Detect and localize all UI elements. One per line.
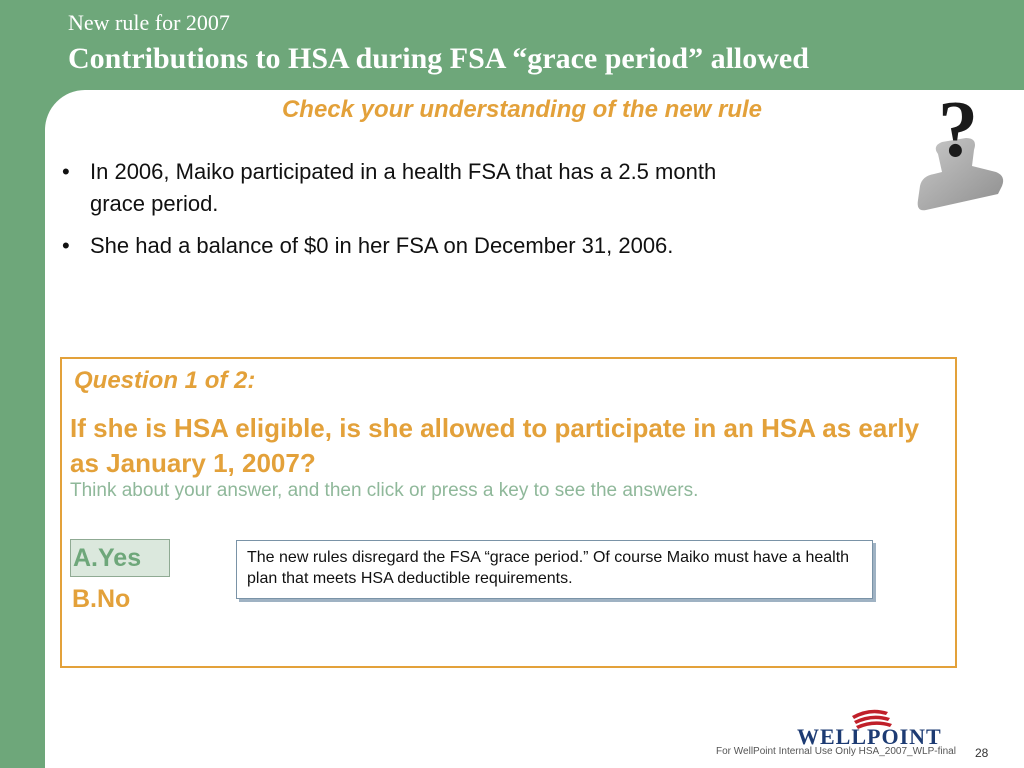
bullet-text: In 2006, Maiko participated in a health FSA that has a 2.5 month grace period.	[90, 159, 717, 216]
slide-subtitle: Check your understanding of the new rule	[281, 96, 763, 123]
question-mark-stamp-icon	[912, 86, 1008, 216]
scenario-list	[62, 156, 782, 272]
answer-option-b[interactable]: B.No	[72, 585, 131, 613]
answer-option-a[interactable]: A.Yes	[70, 539, 170, 577]
list-item: • She had a balance of $0 in her FSA on December 31, 2006.	[62, 230, 782, 262]
page-number: 28	[975, 746, 989, 760]
slide-title: Contributions to HSA during FSA “grace period” allowed	[68, 42, 809, 75]
question-hint: Think about your answer, and then click or press a key to see the answers.	[70, 480, 699, 501]
list-item: • In 2006, Maiko participated in a health FSA that has a 2.5 month grace period.	[62, 156, 782, 220]
bullet-text: She had a balance of $0 in her FSA on December 31, 2006.	[90, 233, 674, 258]
wellpoint-logo	[795, 704, 955, 748]
svg-text:?: ?	[938, 86, 978, 174]
answer-explanation: The new rules disregard the FSA “grace period.” Of course Maiko must have a health plan that meets HSA deductible requirements.	[236, 540, 873, 599]
question-text: If she is HSA eligible, is she allowed to participate in an HSA as early as January 1, 2007?	[70, 413, 920, 478]
question-number: Question 1 of 2:	[74, 367, 256, 394]
section-label: New rule for 2007	[68, 10, 230, 35]
logo-wordmark: WELLPOINT	[797, 724, 942, 748]
footer-note: For WellPoint Internal Use Only HSA_2007_WLP-final	[716, 746, 956, 757]
question-box	[60, 357, 957, 668]
